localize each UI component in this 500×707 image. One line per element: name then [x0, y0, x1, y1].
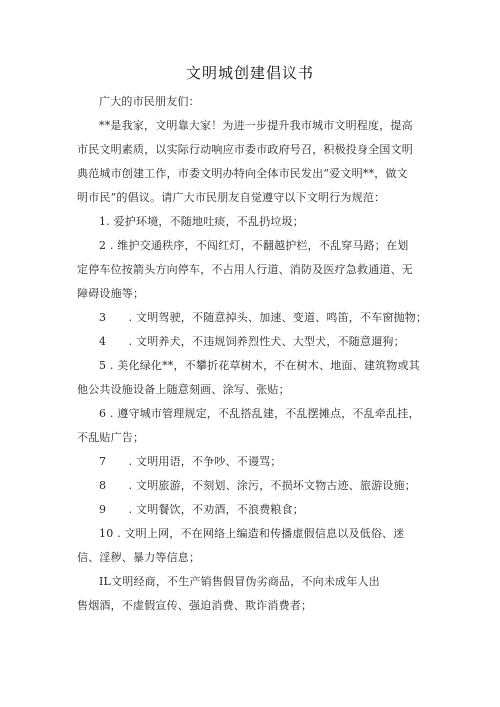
item-line: 他公共设施设备上随意刻画、涂写、张贴；: [77, 383, 290, 396]
intro-paragraph: [77, 114, 431, 210]
item-3: [77, 306, 431, 330]
item-line: IL文明经商，不生产销售假冒伪劣商品，不向未成年人出: [99, 575, 380, 588]
greeting-line: 广大的市民朋友们：: [99, 95, 200, 108]
item-line: 5 . 美化绿化**，不攀折花草树木，不在树木、地面、建筑物或其: [99, 359, 420, 372]
intro-line: 明市民”的倡议。请广大市民朋友自觉遵守以下文明行为规范：: [77, 191, 386, 204]
item-line: 售烟酒，不虚假宣传、强迫消费、欺诈消费者；: [77, 599, 313, 612]
item-6: [77, 402, 431, 450]
item-5: [77, 354, 431, 402]
item-line: 定停车位按箭头方向停车，不占用人行道、消防及医疗急救通道、无: [77, 263, 413, 276]
item-line: 3 . 文明驾驶，不随意掉头、加速、变道、鸣笛，不车窗抛物；: [99, 311, 428, 324]
document-title: 文明城创建倡议书: [185, 64, 314, 82]
item-1: [77, 210, 431, 234]
item-2: [77, 234, 431, 306]
item-7: [77, 450, 431, 474]
greeting: [77, 90, 431, 114]
item-line: 1. 爱护环境，不随地吐痰，不乱扔垃圾；: [99, 215, 304, 228]
intro-line: 市民文明素质，以实际行动响应市委市政府号召，积极投身全国文明: [77, 143, 413, 156]
item-line: 不乱贴广告；: [77, 431, 145, 444]
item-10: [77, 522, 431, 570]
item-8: [77, 474, 431, 498]
intro-line: **是我家，文明靠大家！为进一步提升我市城市文明程度，提高: [99, 119, 413, 132]
item-line: 6 . 遵守城市管理规定，不乱搭乱建，不乱摆摊点，不乱牵乱挂，: [99, 407, 420, 420]
item-11: [77, 570, 431, 618]
item-4: [77, 330, 431, 354]
item-line: 7 . 文明用语，不争吵、不谩骂；: [99, 455, 282, 468]
item-line: 9 . 文明餐饮，不劝酒，不浪费粮食；: [99, 503, 304, 516]
intro-line: 典范城市创建工作，市委文明办特向全体市民发出“爱文明**，做文: [77, 167, 408, 180]
item-line: 障碍设施等；: [77, 287, 145, 300]
item-line: 10 . 文明上网，不在网络上编造和传播虚假信息以及低俗、迷: [99, 527, 405, 540]
item-9: [77, 498, 431, 522]
item-line: 4 . 文明养犬，不违规饲养烈性犬、大型犬，不随意遛狗；: [99, 335, 405, 348]
item-line: 8 . 文明旅游，不刻划、涂污，不损坏文物古迹、旅游设施；: [99, 479, 416, 492]
item-line: 信、淫秽、暴力等信息；: [77, 551, 201, 564]
item-line: 2 . 维护交通秩序，不闯红灯，不翻越护栏，不乱穿马路；在划: [99, 239, 409, 252]
